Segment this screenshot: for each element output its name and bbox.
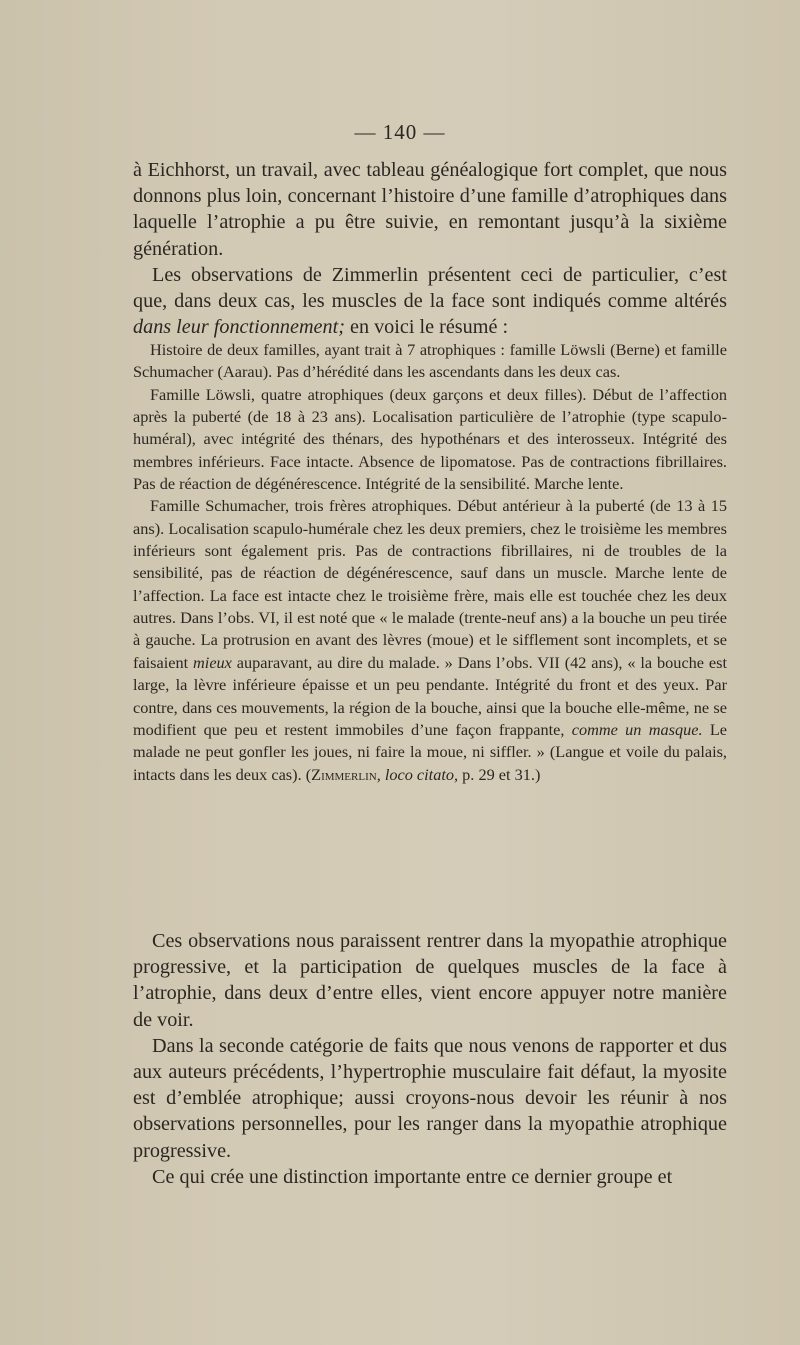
summary-section [133, 339, 727, 786]
conclusion-paragraph-1: Ces observations nous paraissent rentrer dans la myopathie atrophique progressive, et la participation de quelques muscles de la face à l’atrophie, dans deux d’entre elles, vient encore appuyer notre manière de voir. [133, 930, 727, 1031]
summary-paragraph-3 [133, 495, 727, 785]
summary-paragraph-3-part-a: Famille Schumacher, trois frères atrophiques. Début antérieur à la puberté (de 13 à 15 ans). Localisation scapulo-humérale chez les deux premiers, chez le troisième les membres inférieurs sont également pris. Pas de contractions fibrillaires, ni de troubles de la sensibilité, pas de réaction de dégénérescence, sauf dans un muscle. Marche lente de l’affection. La face est intacte chez le troisième frère, mais elle est touchée chez les deux autres. Dans l’obs. VI, il est noté que « le malade (trente-neuf ans) a la bouche un peu tirée à gauche. La protrusion en avant des lèvres (moue) et le sifflement sont incomplets, et se faisaient [133, 496, 727, 672]
citation-loco-citato: loco citato, [380, 764, 459, 784]
intro-paragraph-2 [133, 262, 727, 341]
conclusion-section [133, 928, 727, 1190]
page-number: — 140 — [354, 120, 446, 144]
intro-paragraph-1: à Eichhorst, un travail, avec tableau généalogique fort complet, que nous donnons plus loin, concernant l’histoire d’une famille d’atrophiques dans laquelle l’atrophie a pu être suivie, en remontant jusqu’à la sixième génération. [133, 159, 727, 260]
citation-pages: p. 29 et 31.) [458, 764, 541, 784]
intro-paragraph-2-end: en voici le résumé : [344, 316, 509, 339]
conclusion-paragraph-2: Dans la seconde catégorie de faits que nous venons de rapporter et dus aux auteurs précédents, l’hypertrophie musculaire fait défaut, la myosite est d’emblée atrophique; aussi croyons-nous devoir les réunir à nos observations personnelles, pour les ranger dans la myopathie atrophique progressive. [133, 1034, 727, 1162]
summary-paragraph-1: Histoire de deux familles, ayant trait à 7 atrophiques : famille Löwsli (Berne) et famille Schumacher (Aarau). Pas d’hérédité dans les ascendants dans les deux cas. [133, 340, 727, 382]
summary-paragraph-2: Famille Löwsli, quatre atrophiques (deux garçons et deux filles). Début de l’affection après la puberté (de 18 à 23 ans). Localisation particulière de l’atrophie (type scapulo-huméral), avec intégrité des thénars, des hypothénars et des interosseux. Intégrité des membres inférieurs. Face intacte. Absence de lipomatose. Pas de contractions fibrillaires. Pas de réaction de dégénérescence. Intégrité de la sensibilité. Marche lente. [133, 384, 727, 494]
summary-emphasis-masque: comme un masque. [571, 719, 703, 739]
intro-section [133, 157, 727, 340]
citation-author: Zimmerlin, [311, 764, 381, 784]
summary-paragraph-3-part-c: Le malade ne peut gonfler les joues, ni faire la moue, ni siffler. » (Langue et voile du palais, intacts dans les deux cas). ( [133, 719, 728, 784]
intro-paragraph-2-emphasis: dans leur fonctionnement; [133, 316, 345, 339]
summary-paragraph-3-part-b: auparavant, au dire du malade. » Dans l’obs. VII (42 ans), « la bouche est large, la lèvre inférieure épaisse et un peu pendante. Intégrité du front et des yeux. Par contre, dans ces mouvements, la région de la bouche, ainsi que la bouche elle-même, ne se modifient que peu et restent immobiles d’une façon frappante, [133, 652, 727, 739]
summary-emphasis-mieux: mieux [193, 652, 232, 672]
conclusion-paragraph-3: Ce qui crée une distinction importante entre ce dernier groupe et [152, 1165, 673, 1188]
intro-paragraph-2-start: Les observations de Zimmerlin présentent ceci de particulier, c’est que, dans deux cas, les muscles de la face sont indiqués comme altérés [133, 263, 727, 313]
